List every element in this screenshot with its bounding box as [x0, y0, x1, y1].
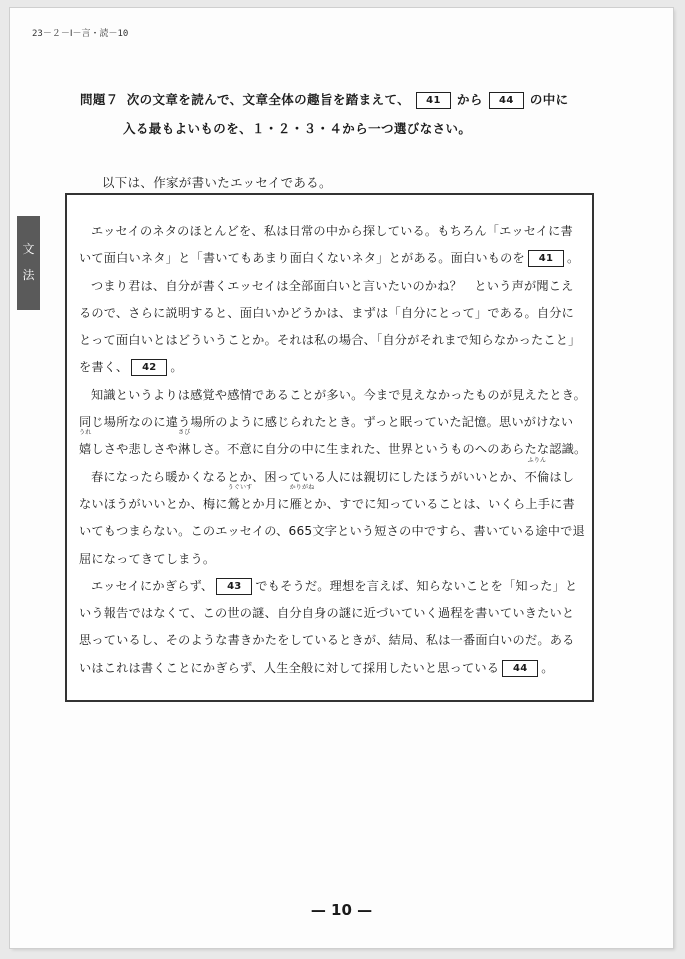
essay-line: エッセイのネタのほとんどを、私は日常の中から探している。もちろん「エッセイに書 — [91, 224, 573, 238]
ruby-text: さび — [178, 429, 191, 437]
essay-line: 思っているし、そのような書きかたをしているときが、結局、私は一番面白いのだ。ある — [79, 633, 575, 648]
question-text-c: の中に — [529, 92, 569, 107]
essay-text-run: いて面白いネタ」と「書いてもあまり面白くないネタ」とがある。面白いものを — [79, 251, 525, 266]
essay-line: いてもつまらない。このエッセイの、665文字という短さの中ですら、書いている途中で退 — [79, 524, 585, 539]
lead-sentence: 以下は、作家が書いたエッセイである。 — [102, 175, 332, 190]
essay-line — [79, 456, 579, 491]
essay-line — [79, 245, 579, 272]
essay-line — [79, 429, 587, 463]
essay-text-run: でもそうだ。理想を言えば、知らないことを「知った」と — [255, 578, 578, 593]
essay-line: つまり君は、自分が書くエッセイは全部面白いと言いたいのかね？ という声が聞こえ — [91, 278, 574, 293]
essay-text-run: 。 — [170, 360, 183, 375]
ruby-text: かりがね — [289, 483, 315, 491]
section-tab-grammar — [17, 216, 40, 310]
essay-text-run: しさ。不意に自分の中に生まれた、世界というものへのあらたな認識。 — [190, 442, 587, 457]
ruby-text: うぐいす — [227, 483, 253, 491]
essay-line: いう報告ではなくて、この世の謎、自分自身の謎に近づいていく過程を書いていきたいと — [79, 606, 575, 621]
page-number: — 10 — — [310, 901, 373, 919]
blank-box-end: 44 — [489, 92, 524, 109]
question-label: 問題７ — [80, 92, 119, 107]
essay-text-run: いはこれは書くことにかぎらず、人生全般に対して採用したいと思っている — [79, 660, 500, 675]
blank-44: 44 — [502, 660, 538, 677]
essay-text-run: 。 — [541, 660, 554, 675]
essay-line — [79, 354, 579, 381]
essay-text-run: ないほうがいいとか、梅に — [79, 496, 228, 511]
ruby-ureshii — [79, 429, 92, 463]
blank-box-start: 41 — [416, 92, 451, 109]
ruby-base: 雁 — [289, 496, 302, 511]
question-text-b: から — [457, 92, 483, 107]
blank-43: 43 — [216, 578, 252, 595]
ruby-uguisu — [227, 483, 253, 518]
tab-char-1: 文 — [22, 242, 35, 256]
ruby-base: 淋 — [178, 442, 191, 457]
essay-line — [79, 573, 579, 600]
blank-41: 41 — [528, 250, 564, 267]
essay-text-run: しさや悲しさや — [91, 442, 179, 457]
essay-text-run: とか、すでに知っていることは、いくら上手に書 — [302, 496, 575, 511]
exam-page — [10, 8, 673, 948]
tab-char-2: 法 — [22, 268, 35, 282]
page-header-code: 23－２－Ⅰ－言・読－10 — [32, 29, 129, 39]
essay-line: とって面白いとはどういうことか。それは私の場合、「自分がそれまで知らなかったこと」 — [79, 333, 581, 348]
ruby-base: 嬉 — [79, 442, 92, 457]
question-text-a: 次の文章を読んで、文章全体の趣旨を踏まえて、 — [126, 92, 411, 107]
ruby-text: ふりん — [527, 456, 547, 464]
ruby-base: 鶯 — [227, 496, 241, 511]
essay-text-run: はし — [549, 469, 575, 484]
essay-text-run: を書く、 — [79, 360, 129, 375]
essay-box — [65, 193, 594, 702]
question-instruction-line2: 入る最もよいものを、１・２・３・４から一つ選びなさい。 — [123, 121, 472, 136]
essay-text-run: 春になったら暖かくなるとか、困っている人には親切にしたほうがいいとか、 — [91, 469, 525, 484]
essay-line — [79, 483, 579, 518]
essay-text — [79, 218, 587, 682]
essay-line: 同じ場所なのに違う場所のように感じられたとき。ずっと眠っていた記憶。思いがけない — [79, 415, 574, 430]
ruby-furin — [524, 456, 550, 491]
ruby-sabishii — [178, 429, 191, 463]
ruby-text: うれ — [79, 429, 92, 437]
ruby-karigane — [289, 483, 315, 518]
essay-text-run: エッセイにかぎらず、 — [91, 578, 214, 593]
essay-line: 屈になってきてしまう。 — [79, 551, 216, 566]
ruby-base: 不倫 — [524, 469, 550, 484]
blank-42: 42 — [131, 359, 167, 376]
essay-line: 知識というよりは感覚や感情であることが多い。今まで見えなかったものが見えたとき。 — [91, 387, 587, 402]
essay-text-run: とか月に — [240, 496, 290, 511]
essay-line — [79, 655, 579, 682]
essay-line: るので、さらに説明すると、面白いかどうかは、まずは「自分にとって」である。自分に — [79, 305, 575, 320]
question-instruction-line1 — [80, 90, 569, 109]
essay-text-run: 。 — [566, 251, 580, 266]
